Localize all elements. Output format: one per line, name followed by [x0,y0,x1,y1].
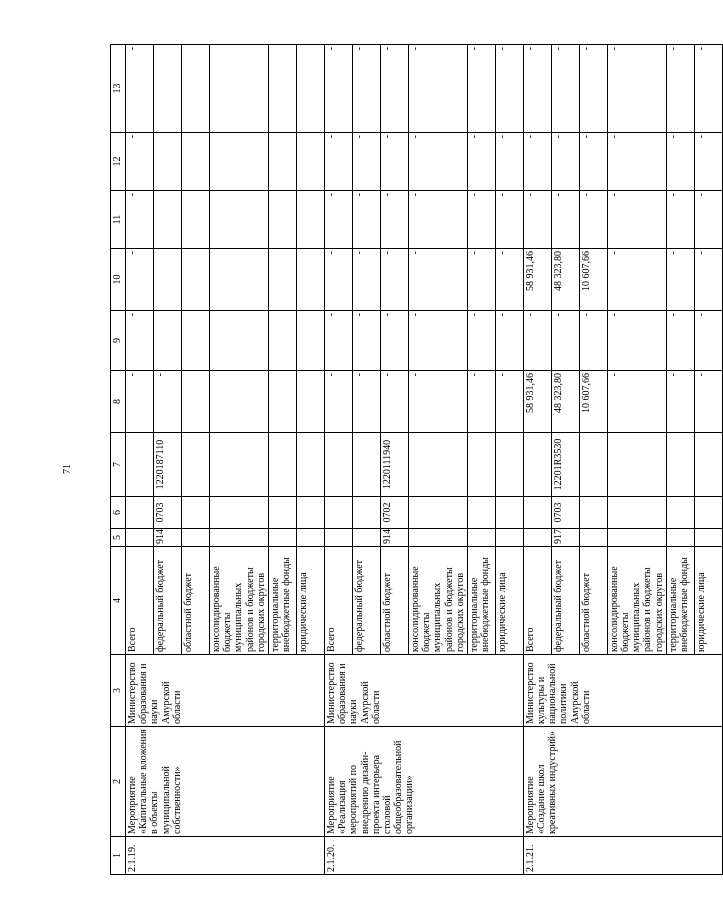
column-number: 6 [111,497,126,529]
amount-cell [296,249,324,311]
measure-executor: Министерство культуры и национальной политики Амурской области [523,655,722,727]
amount-cell: - [352,45,380,133]
funding-source: Всего [324,547,352,655]
budget-code-cell [523,529,551,547]
amount-cell [268,249,296,311]
amount-cell: - [324,249,352,311]
budget-code-cell [523,497,551,529]
amount-cell [154,191,182,249]
amount-cell: - [467,371,495,433]
amount-cell: - [352,191,380,249]
amount-cell: - [467,311,495,371]
amount-cell: - [607,191,666,249]
amount-cell: - [380,191,408,249]
amount-cell: - [495,191,523,249]
budget-code-cell [408,529,467,547]
measure-title: Мероприятие «Реализация мероприятий по внедрению дизайн-проекта интерьера столовой общеобразовательной организации» [324,727,523,837]
amount-cell: - [607,371,666,433]
funding-source: консолидированные бюджеты муниципальных районов и бюджеты городских округов [210,547,269,655]
measure-title: Мероприятие «Капитальные вложения в объекты муниципальной собственности» [126,727,325,837]
amount-cell: - [352,249,380,311]
table-row [523,45,551,875]
amount-cell: - [126,191,154,249]
column-number: 11 [111,191,126,249]
funding-source: областной бюджет [579,547,607,655]
amount-cell: 58 931,46 [523,249,551,311]
amount-cell: - [694,191,722,249]
column-number: 10 [111,249,126,311]
column-number-row [111,45,126,875]
amount-cell: - [495,371,523,433]
budget-code-cell [210,529,269,547]
amount-cell: - [579,45,607,133]
amount-cell: - [467,249,495,311]
budget-code-cell [408,433,467,497]
funding-source: федеральный бюджет [352,547,380,655]
budget-code-cell [694,497,722,529]
amount-cell: - [467,191,495,249]
amount-cell: 10 607,66 [579,371,607,433]
budget-code-cell [268,529,296,547]
amount-cell: - [126,371,154,433]
amount-cell: - [579,311,607,371]
amount-cell: - [666,371,694,433]
amount-cell: - [666,45,694,133]
amount-cell: - [579,133,607,191]
budget-code-cell: 12201R3530 [551,433,579,497]
amount-cell [154,45,182,133]
amount-cell: - [694,371,722,433]
amount-cell [182,311,210,371]
amount-cell: - [495,311,523,371]
budget-code-cell [495,529,523,547]
amount-cell: - [666,133,694,191]
budget-code-cell [182,497,210,529]
column-number: 4 [111,547,126,655]
amount-cell: - [324,191,352,249]
budget-code-cell: 1220187110 [154,433,182,497]
funding-source: юридические лица [495,547,523,655]
budget-code-cell [579,433,607,497]
amount-cell [210,191,269,249]
funding-source: территориальные внебюджетные фонды [666,547,694,655]
column-number: 12 [111,133,126,191]
funding-source: территориальные внебюджетные фонды [467,547,495,655]
amount-cell [182,371,210,433]
amount-cell: - [607,249,666,311]
amount-cell [210,133,269,191]
funding-source: областной бюджет [182,547,210,655]
amount-cell: - [408,133,467,191]
amount-cell: - [408,371,467,433]
amount-cell: - [352,371,380,433]
column-number: 8 [111,371,126,433]
amount-cell: - [579,191,607,249]
amount-cell: - [408,249,467,311]
amount-cell [296,133,324,191]
column-number: 1 [111,837,126,875]
amount-cell: - [694,249,722,311]
amount-cell [182,249,210,311]
amount-cell: - [324,133,352,191]
budget-code-cell [296,433,324,497]
measure-executor: Министерство образования и науки Амурской области [126,655,325,727]
amount-cell: - [551,45,579,133]
amount-cell [268,311,296,371]
amount-cell [296,371,324,433]
budget-code-cell [467,497,495,529]
amount-cell [268,45,296,133]
budget-code-cell [523,433,551,497]
budget-code-cell [210,433,269,497]
funding-source: федеральный бюджет [551,547,579,655]
amount-cell [210,311,269,371]
column-number: 5 [111,529,126,547]
amount-cell: - [380,371,408,433]
budget-code-cell [579,497,607,529]
funding-source: консолидированные бюджеты муниципальных районов и бюджеты городских округов [607,547,666,655]
amount-cell: - [408,191,467,249]
amount-cell: - [495,249,523,311]
amount-cell: - [352,133,380,191]
measure-code: 2.1.20. [324,837,523,875]
amount-cell: - [380,311,408,371]
table-body [111,45,723,875]
amount-cell: 48 323,80 [551,249,579,311]
budget-code-cell [182,529,210,547]
budget-code-cell [607,529,666,547]
budget-code-cell [467,433,495,497]
funding-source: Всего [126,547,154,655]
amount-cell: - [694,45,722,133]
budget-code-cell [352,529,380,547]
measure-executor: Министерство образования и науки Амурской области [324,655,523,727]
amount-cell: - [408,45,467,133]
column-number: 13 [111,45,126,133]
amount-cell: - [126,45,154,133]
amount-cell: - [694,311,722,371]
budget-code-cell [126,433,154,497]
amount-cell [268,191,296,249]
amount-cell: - [126,249,154,311]
budget-code-cell [126,529,154,547]
amount-cell: - [523,133,551,191]
amount-cell [182,45,210,133]
amount-cell: - [467,133,495,191]
amount-cell [296,191,324,249]
budget-code-cell [324,433,352,497]
budget-code-cell [268,497,296,529]
amount-cell: - [666,249,694,311]
budget-code-cell: 0702 [380,497,408,529]
column-number: 3 [111,655,126,727]
amount-cell [154,311,182,371]
funding-source: федеральный бюджет [154,547,182,655]
budget-code-cell [666,497,694,529]
amount-cell: - [694,133,722,191]
budget-code-cell [495,497,523,529]
budget-code-cell [126,497,154,529]
funding-source: юридические лица [296,547,324,655]
amount-cell: - [467,45,495,133]
amount-cell: - [551,191,579,249]
budget-code-cell [694,433,722,497]
amount-cell: - [408,311,467,371]
amount-cell [154,133,182,191]
amount-cell [210,45,269,133]
funding-source: областной бюджет [380,547,408,655]
amount-cell [154,249,182,311]
budget-code-cell [182,433,210,497]
column-number: 9 [111,311,126,371]
budget-code-cell: 917 [551,529,579,547]
funding-source: консолидированные бюджеты муниципальных районов и бюджеты городских округов [408,547,467,655]
budget-code-cell: 914 [154,529,182,547]
budget-code-cell [324,497,352,529]
amount-cell: 10 607,66 [579,249,607,311]
amount-cell: - [380,45,408,133]
page-number: 71 [62,464,73,474]
amount-cell [182,191,210,249]
budget-code-cell [408,497,467,529]
amount-cell: - [607,311,666,371]
amount-cell: - [523,311,551,371]
amount-cell: - [126,311,154,371]
table-row [324,45,352,875]
measure-code: 2.1.21. [523,837,722,875]
budget-code-cell [579,529,607,547]
funding-source: юридические лица [694,547,722,655]
amount-cell: - [551,311,579,371]
amount-cell: - [352,311,380,371]
budget-code-cell [495,433,523,497]
amount-cell: - [324,371,352,433]
amount-cell: 58 931,46 [523,371,551,433]
amount-cell: - [324,45,352,133]
rotated-table-wrapper [110,45,707,875]
amount-cell: - [324,311,352,371]
budget-code-cell: 1220111940 [380,433,408,497]
amount-cell: - [523,45,551,133]
amount-cell: - [495,45,523,133]
amount-cell: - [666,191,694,249]
budget-code-cell: 0703 [551,497,579,529]
amount-cell: - [666,311,694,371]
amount-cell: - [607,45,666,133]
amount-cell [210,249,269,311]
budget-code-cell [607,497,666,529]
amount-cell: - [523,191,551,249]
budget-code-cell [296,497,324,529]
amount-cell: - [154,371,182,433]
amount-cell [296,311,324,371]
funding-source: Всего [523,547,551,655]
column-number: 2 [111,727,126,837]
amount-cell: 48 323,80 [551,371,579,433]
amount-cell [268,371,296,433]
budget-code-cell [666,529,694,547]
budget-code-cell [694,529,722,547]
budget-code-cell: 914 [380,529,408,547]
column-number: 7 [111,433,126,497]
budget-code-cell [268,433,296,497]
budget-code-cell [666,433,694,497]
funding-source: территориальные внебюджетные фонды [268,547,296,655]
budget-code-cell [324,529,352,547]
budget-code-cell [607,433,666,497]
amount-cell [210,371,269,433]
budget-code-cell [352,497,380,529]
budget-code-cell [210,497,269,529]
measure-code: 2.1.19. [126,837,325,875]
amount-cell: - [380,133,408,191]
amount-cell [296,45,324,133]
amount-cell: - [126,133,154,191]
budget-code-cell: 0703 [154,497,182,529]
measure-title: Мероприятие «Создание школ креативных индустрий» [523,727,722,837]
amount-cell: - [380,249,408,311]
amount-cell: - [607,133,666,191]
amount-cell [182,133,210,191]
budget-table [110,44,723,875]
amount-cell: - [495,133,523,191]
table-row [126,45,154,875]
budget-code-cell [296,529,324,547]
amount-cell: - [551,133,579,191]
amount-cell [268,133,296,191]
budget-code-cell [467,529,495,547]
budget-code-cell [352,433,380,497]
